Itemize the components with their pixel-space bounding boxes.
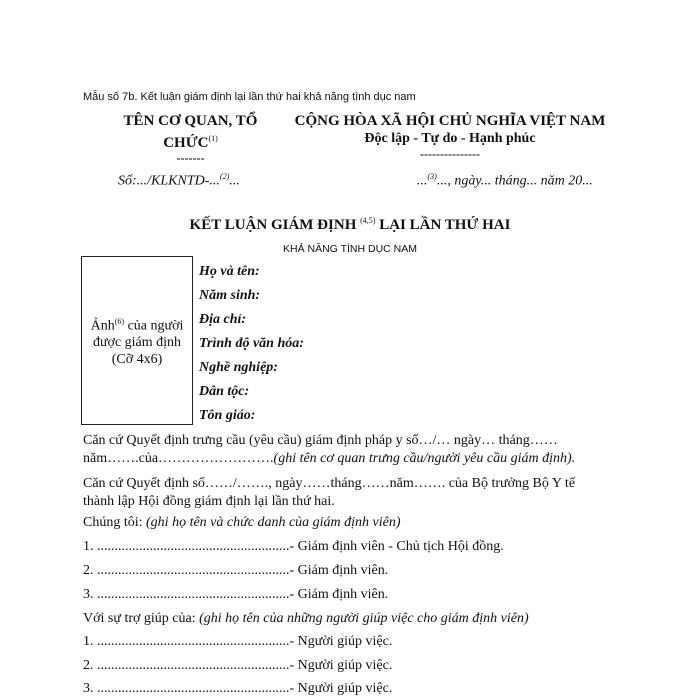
document-title: KẾT LUẬN GIÁM ĐỊNH $^{(4,5)}$ LẠI LẦN THỨ HAI (189, 216, 511, 233)
motto-divider: --------------- (420, 147, 480, 161)
assistants-intro: Với sự trợ giúp của: (ghi họ tên của những người giúp việc cho giám định viên) (83, 611, 529, 626)
org-name-note: (1) (208, 134, 218, 143)
expert-line: 1. .......................................................- Giám định viên - Chủ tịch Hội đồng. (83, 539, 504, 554)
field-education: Trình độ văn hóa: (199, 336, 304, 351)
assistant-line: 1. .......................................................- Người giúp việc. (83, 634, 393, 649)
photo-placeholder: Ảnh$^{(6)}$ của người được giám định (Cỡ 4x6) (81, 256, 193, 425)
org-divider: ------- (176, 151, 205, 165)
field-full-name: Họ và tên: (199, 264, 260, 279)
field-ethnicity: Dân tộc: (199, 384, 250, 399)
field-occupation: Nghề nghiệp: (199, 360, 278, 375)
republic-title: CỘNG HÒA XÃ HỘI CHỦ NGHĨA VIỆT NAM (294, 113, 606, 129)
field-birth-year: Năm sinh: (199, 288, 261, 303)
field-religion: Tôn giáo: (199, 408, 256, 423)
field-address: Địa chỉ: (199, 312, 247, 327)
basis-paragraph-2-line-2: thành lập Hội đồng giám định lại lần thứ hai. (83, 494, 335, 509)
org-header (98, 112, 283, 164)
doc-date: ...$^{(3)}$..., ngày... tháng... năm 20... (417, 172, 593, 189)
org-name: TÊN CƠ QUAN, TỔ CHỨC$^{(1)}$ (123, 113, 258, 151)
motto: Độc lập - Tự do - Hạnh phúc (364, 131, 536, 146)
doc-number: Số:.../KLKNTD-...$^{(2)}$... (118, 172, 240, 189)
expert-line: 3. .......................................................- Giám định viên. (83, 587, 389, 602)
form-id: Mẫu số 7b. Kết luận giám định lại lần thứ hai khả năng tình dục nam (83, 91, 416, 103)
basis-paragraph-2-line-1: Căn cứ Quyết định số……/……., ngày……tháng……năm……. của Bộ trưởng Bộ Y tế (83, 476, 576, 491)
basis-paragraph-1-line-1: Căn cứ Quyết định trưng cầu (yêu cầu) giám định pháp y số…/… ngày… tháng…… (83, 433, 558, 448)
photo-size: (Cỡ 4x6) (111, 352, 163, 368)
national-header (285, 112, 615, 160)
basis-paragraph-1-line-2: năm…….của…………………….(ghi tên cơ quan trưng cầu/người yêu cầu giám định). (83, 451, 576, 466)
assistant-line: 3. .......................................................- Người giúp việc. (83, 681, 393, 696)
assistant-line: 2. .......................................................- Người giúp việc. (83, 658, 393, 673)
experts-intro: Chúng tôi: (ghi họ tên và chức danh của giám định viên) (83, 515, 401, 530)
expert-line: 2. .......................................................- Giám định viên. (83, 563, 389, 578)
document-subtitle: KHẢ NĂNG TÌNH DỤC NAM (283, 243, 417, 255)
